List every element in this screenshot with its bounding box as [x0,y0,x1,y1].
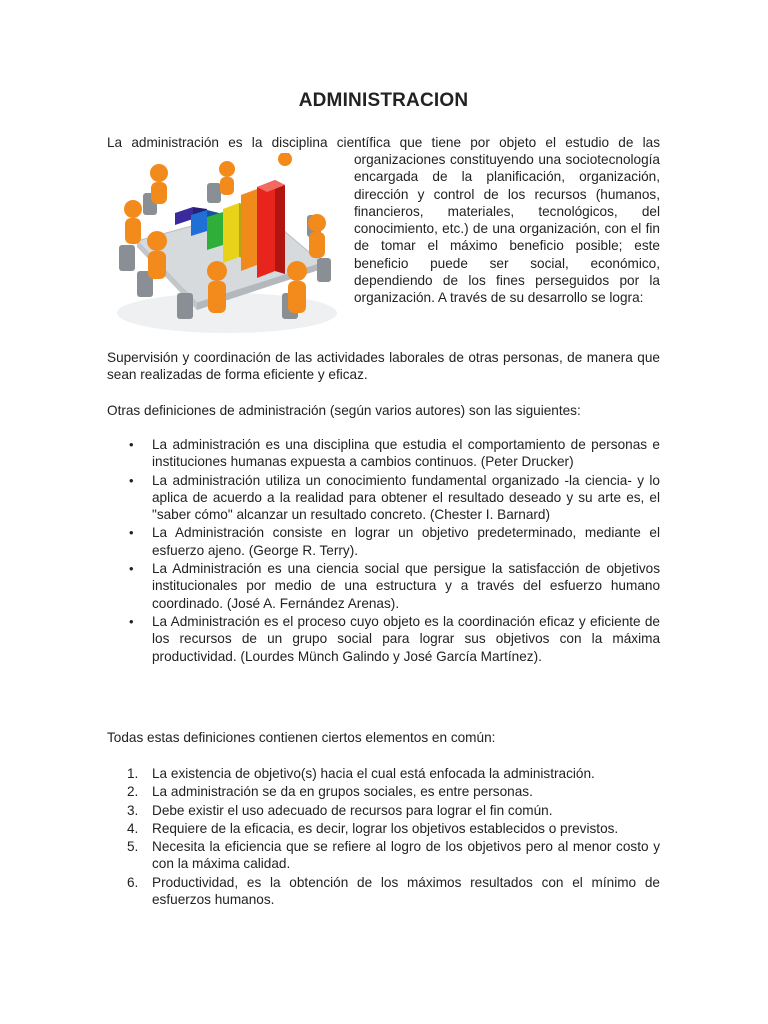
list-number: 1. [127,766,139,781]
common-elements-list [107,765,660,909]
list-item: • La Administración es el proceso cuyo objeto es la coordinación eficaz y eficiente de los recursos de un grupo social para lograr sus objetivos con la máxima productividad. (Lourdes Münch Galindo y José García Martínez). [129,613,660,664]
list-item: • La Administración consiste en lograr un objetivo predeterminado, mediante el esfuerzo ajeno. (George R. Terry). [129,525,660,558]
list-item: 3. Debe existir el uso adecuado de recursos para lograr el fin común. [127,802,553,818]
list-number: 4. [127,820,139,836]
bullet-icon: • [129,613,134,629]
supervision-paragraph: Supervisión y coordinación de las actividades laborales de otras personas, de manera que sean realizadas de forma eficiente y eficaz. [107,350,660,383]
list-item: • La Administración es una ciencia social que persigue la satisfacción de objetivos institucionales por medio de una estructura y a través del esfuerzo humano coordinado. (José A. Fernández Arenas). [129,561,660,611]
intro-paragraph: organizaciones constituyendo una sociotecnología encargada de la planificación, organización, dirección y control de los recursos (humanos, financieros, materiales, tecnológicos, del conocimiento, etc.) de una organización, con el fin de tomar el máximo beneficio posible; este beneficio puede ser social, económico, dependiendo de los fines perseguidos por la organización. A través de su desarrollo se logra: [354,152,660,306]
bullet-icon: • [129,561,134,577]
other-definitions-intro: Otras definiciones de administración (según varios autores) son las siguientes: [107,403,581,418]
list-number: 5. [127,839,139,855]
list-item: 1. La existencia de objetivo(s) hacia el cual está enfocada la administración. [127,766,595,781]
bullet-icon: • [129,437,134,452]
list-item: 2. La administración se da en grupos sociales, es entre personas. [127,784,533,800]
intro-first-line: La administración es la disciplina científica que tiene por objeto el estudio de las [107,135,660,150]
list-item: • La administración utiliza un conocimiento fundamental organizado -la ciencia- y lo aplica de acuerdo a la realidad para obtener el resultado deseado y su arte es, el "saber cómo" alcanzar un resultado concreto. (Chester I. Barnard) [129,472,660,523]
meeting-illustration [107,153,343,338]
list-item: 4. Requiere de la eficacia, es decir, lograr los objetivos establecidos o previstos. [127,820,619,836]
bullet-icon: • [129,525,134,541]
list-item: 6. Productividad, es la obtención de los máximos resultados con el mínimo de esfuerzos humanos. [127,874,660,908]
list-number: 2. [127,784,139,800]
common-elements-intro: Todas estas definiciones contienen ciertos elementos en común: [107,730,496,745]
list-item: • La administración es una disciplina que estudia el comportamiento de personas e instituciones humanas expuesta a cambios continuos. (Peter Drucker) [129,437,660,470]
list-number: 6. [127,874,139,890]
bullet-icon: • [129,472,134,488]
meeting-table-bar-chart-icon [107,153,343,338]
list-item: 5. Necesita la eficiencia que se refiere al logro de los objetivos pero al menor costo y con la máxima calidad. [127,839,660,872]
definitions-list [107,436,660,666]
page-title: ADMINISTRACION [298,90,469,111]
list-number: 3. [127,802,139,818]
